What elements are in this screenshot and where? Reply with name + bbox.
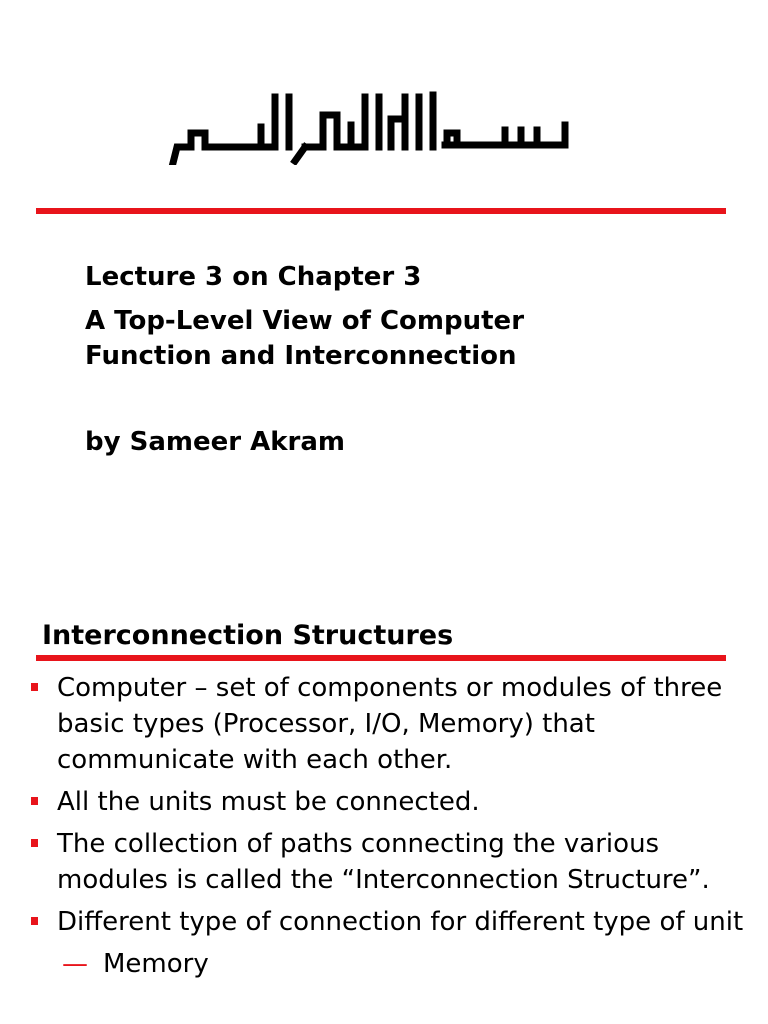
bullet-marker-icon (31, 917, 38, 925)
bullet-marker-icon (31, 797, 38, 805)
bullet-text: Different type of connection for different type of unit (57, 907, 744, 937)
sub-bullet-text: Memory (103, 949, 209, 979)
lecture-title-line-1: A Top-Level View of Computer (85, 306, 525, 336)
lecture-heading: Lecture 3 on Chapter 3 (85, 262, 422, 292)
top-divider (36, 208, 726, 214)
bullet-item (0, 826, 768, 898)
lecture-title-line-2: Function and Interconnection (85, 341, 517, 371)
lecture-title (85, 304, 524, 374)
bullet-text: All the units must be connected. (57, 787, 480, 817)
bullet-marker-icon (31, 839, 38, 847)
section-divider (36, 655, 726, 661)
bullet-text: The collection of paths connecting the various modules is called the “Interconnection Structure”. (57, 829, 710, 895)
bullet-list (0, 670, 768, 982)
bullet-marker-icon (31, 683, 38, 691)
bismillah-calligraphy (165, 85, 575, 165)
section-title: Interconnection Structures (42, 620, 454, 651)
calligraphy-image (165, 85, 575, 165)
bullet-text: Computer – set of components or modules of three basic types (Processor, I/O, Memory) that communicate with each other. (57, 673, 723, 775)
bullet-item (0, 904, 768, 940)
author-line: by Sameer Akram (85, 427, 345, 457)
dash-marker-icon: — (62, 949, 88, 979)
sub-bullet-item (0, 946, 768, 982)
bullet-item (0, 784, 768, 820)
bullet-item (0, 670, 768, 778)
